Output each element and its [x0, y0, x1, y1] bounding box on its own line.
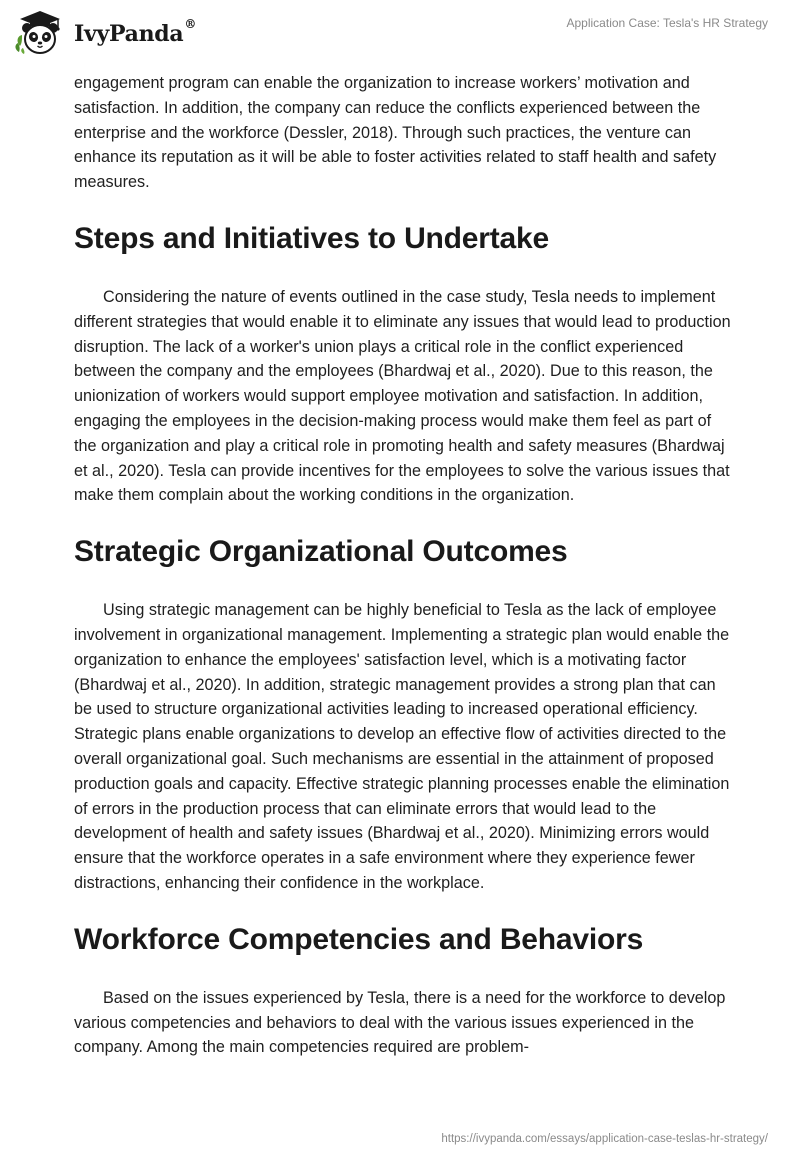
page-header	[0, 0, 800, 70]
section-paragraph-workforce: Based on the issues experienced by Tesla, there is a need for the workforce to develop various competencies and behaviors to deal with the various issues experienced in the company. Among the main competencies required are problem-	[74, 988, 726, 1057]
source-url-link[interactable]: https://ivypanda.com/essays/application-case-teslas-hr-strategy/	[441, 1133, 768, 1145]
brand-name: IvyPanda®	[74, 17, 197, 47]
section-paragraph-steps: Considering the nature of events outlined in the case study, Tesla needs to implement different strategies that would enable it to eliminate any issues that would lead to production disruption. The lack of a worker's union plays a critical role in the conflict experienced between the company and the employees (Bhardwaj et al., 2020). Due to this reason, the unionization of workers would support employee motivation and satisfaction. In addition, engaging the employees in the decision-making process would make them feel as part of the organization and play a critical role in promoting health and safety measures (Bhardwaj et al., 2020). Tesla can provide incentives for the employees to solve the various issues that make them complain about the working conditions in the organization.	[74, 287, 731, 505]
panda-graduation-cap-icon	[14, 8, 66, 60]
section-heading-steps: Steps and Initiatives to Undertake	[74, 221, 549, 255]
intro-paragraph: engagement program can enable the organization to increase workers’ motivation and satisfaction. In addition, the company can reduce the conflicts experienced between the enterprise and the workforce (Dessler, 2018). Through such practices, the venture can enhance its reputation as it will be able to foster activities related to staff health and safety measures.	[74, 74, 717, 192]
section-heading-workforce: Workforce Competencies and Behaviors	[74, 922, 644, 956]
essay-body	[74, 70, 734, 1060]
document-title: Application Case: Tesla's HR Strategy	[566, 16, 768, 30]
ivypanda-logo[interactable]	[14, 8, 196, 60]
section-paragraph-strategic-outcomes: Using strategic management can be highly beneficial to Tesla as the lack of employee involvement in organizational management. Implementing a strategic plan would enable the organization to enhance the employees' satisfaction level, which is a motivating factor (Bhardwaj et al., 2020). In addition, strategic management provides a strong plan that can be used to structure organizational activities leading to increased operational efficiency. Strategic plans enable organizations to develop an effective flow of activities directed to the overall organizational goal. Such mechanisms are essential in the attainment of proposed production goals and capacity. Effective strategic planning processes enable the elimination of errors in the production process that can eliminate errors that would lead to the development of health and safety issues (Bhardwaj et al., 2020). Minimizing errors would ensure that the workforce operates in a safe environment where they experience fewer distractions, enhancing their confidence in the workplace.	[74, 601, 730, 892]
section-heading-strategic-outcomes: Strategic Organizational Outcomes	[74, 535, 568, 569]
